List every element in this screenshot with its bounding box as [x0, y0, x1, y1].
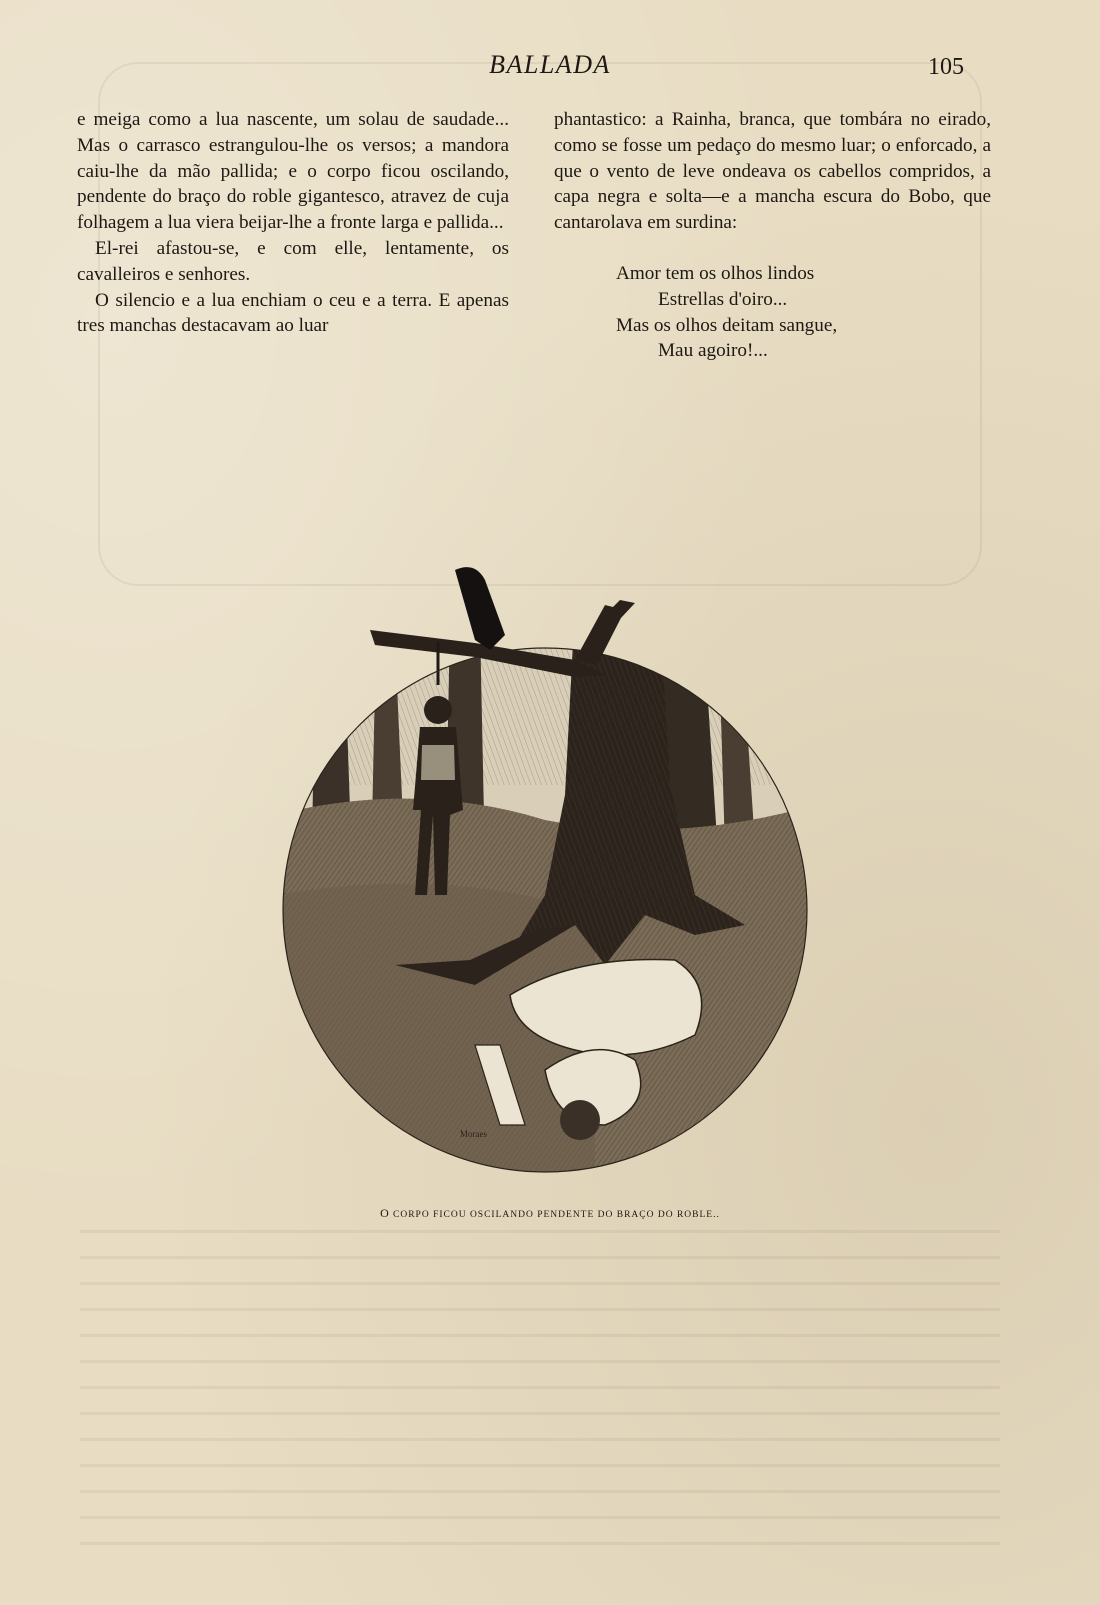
- figure-caption: [0, 1206, 1100, 1221]
- poem: [554, 261, 991, 364]
- poem-line: Amor tem os olhos lindos: [616, 262, 815, 284]
- poem-line: Mau agoiro!...: [658, 340, 768, 362]
- artist-signature: Moraes: [460, 1129, 487, 1139]
- paragraph: phantastico: a Rainha, branca, que tombára no eirado, como se fosse um pedaço do mesmo luar; o enforcado, a que o vento de leve ondeava os cabellos compridos, a capa negra e solta—e a mancha escura do Bobo, que cantarolava em surdina:: [554, 109, 991, 234]
- hanged-man-engraving: [275, 565, 815, 1195]
- paragraph: O silencio e a lua enchiam o ceu e a terra. E apenas tres manchas destacavam ao luar: [77, 289, 509, 337]
- show-through-text: [80, 1230, 1000, 1560]
- right-column: [554, 107, 991, 364]
- page-number: 105: [928, 54, 964, 80]
- poem-line: Mas os olhos deitam sangue,: [616, 314, 838, 336]
- caption-initial: O: [380, 1206, 390, 1220]
- caption-text: CORPO FICOU OSCILANDO PENDENTE DO BRAÇO DO ROBLE..: [393, 1210, 720, 1220]
- paragraph: e meiga como a lua nascente, um solau de saudade... Mas o carrasco estrangulou-lhe os versos; a mandora caiu-lhe da mão pallida; e o corpo ficou oscilando, pendente do braço do roble gigantesco, atravez de cuja folhagem a lua viera beijar-lhe a fronte larga e pallida...: [77, 109, 509, 234]
- paragraph: El-rei afastou-se, e com elle, lentamente, os cavalleiros e senhores.: [77, 237, 509, 285]
- running-title: BALLADA: [489, 50, 611, 79]
- poem-line: Estrellas d'oiro...: [658, 288, 788, 310]
- left-column: [77, 107, 509, 339]
